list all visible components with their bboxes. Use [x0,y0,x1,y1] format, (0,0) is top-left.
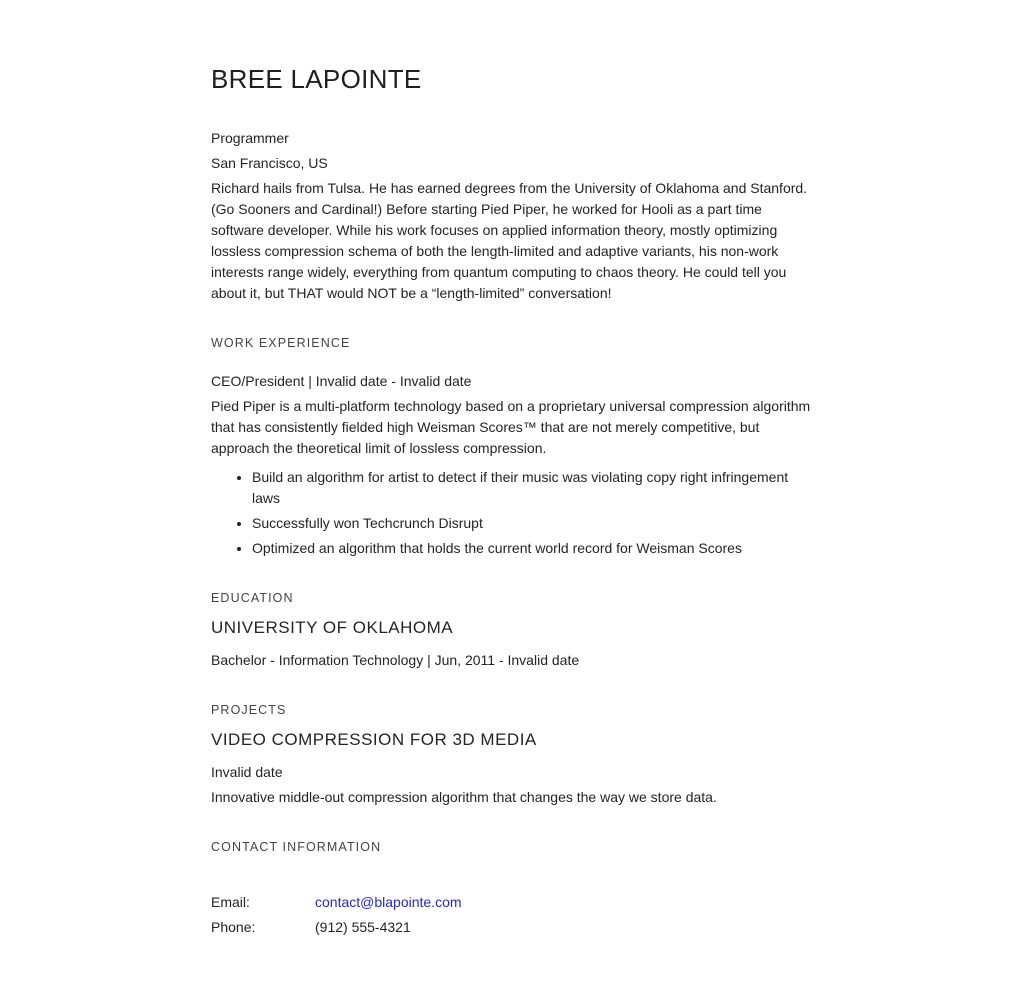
section-heading-contact: CONTACT INFORMATION [211,840,382,854]
email-label: Email: [211,894,250,910]
contact-row-email [211,892,811,913]
section-heading-work-experience: WORK EXPERIENCE [211,336,351,350]
work-highlights-list [211,467,811,559]
contact-row-phone [211,917,811,938]
project-title: VIDEO COMPRESSION FOR 3D MEDIA [211,730,537,749]
job-role: Programmer [211,130,289,146]
phone-value: (912) 555-4321 [315,919,411,935]
highlight-item: • Build an algorithm for artist to detect if their music was violating copy right infringement laws [252,467,811,509]
project-date: Invalid date [211,764,283,780]
summary-paragraph: Richard hails from Tulsa. He has earned degrees from the University of Oklahoma and Stanford. (Go Sooners and Cardinal!) Before starting Pied Piper, he worked for Hooli as a part time software developer. While his work focuses on applied information theory, mostly optimizing lossless compression schema of both the length-limited and adaptive variants, his non-work interests range widely, everything from quantum computing to chaos theory. He could tell you about it, but THAT would NOT be a “length-limited” conversation! [211,180,808,301]
resume-name: BREE LAPOINTE [211,64,422,94]
contact-list [211,892,811,938]
project-description: Innovative middle-out compression algorithm that changes the way we store data. [211,789,717,805]
highlight-item: • Optimized an algorithm that holds the current world record for Weisman Scores [252,538,811,559]
email-link[interactable]: contact@blapointe.com [315,894,462,910]
work-title-line: CEO/President | Invalid date - Invalid date [211,373,472,389]
highlight-item: • Successfully won Techcrunch Disrupt [252,513,811,534]
section-heading-education: EDUCATION [211,591,294,605]
location: San Francisco, US [211,155,328,171]
education-school: UNIVERSITY OF OKLAHOMA [211,618,454,637]
section-heading-projects: PROJECTS [211,703,287,717]
phone-label: Phone: [211,919,256,935]
resume-page [211,0,811,938]
work-description: Pied Piper is a multi-platform technology based on a proprietary universal compression algorithm that has consistently fielded high Weisman Scores™ that are not merely competitive, but approach the theoretical limit of lossless compression. [211,398,811,456]
education-degree-line: Bachelor - Information Technology | Jun, 2011 - Invalid date [211,652,580,668]
